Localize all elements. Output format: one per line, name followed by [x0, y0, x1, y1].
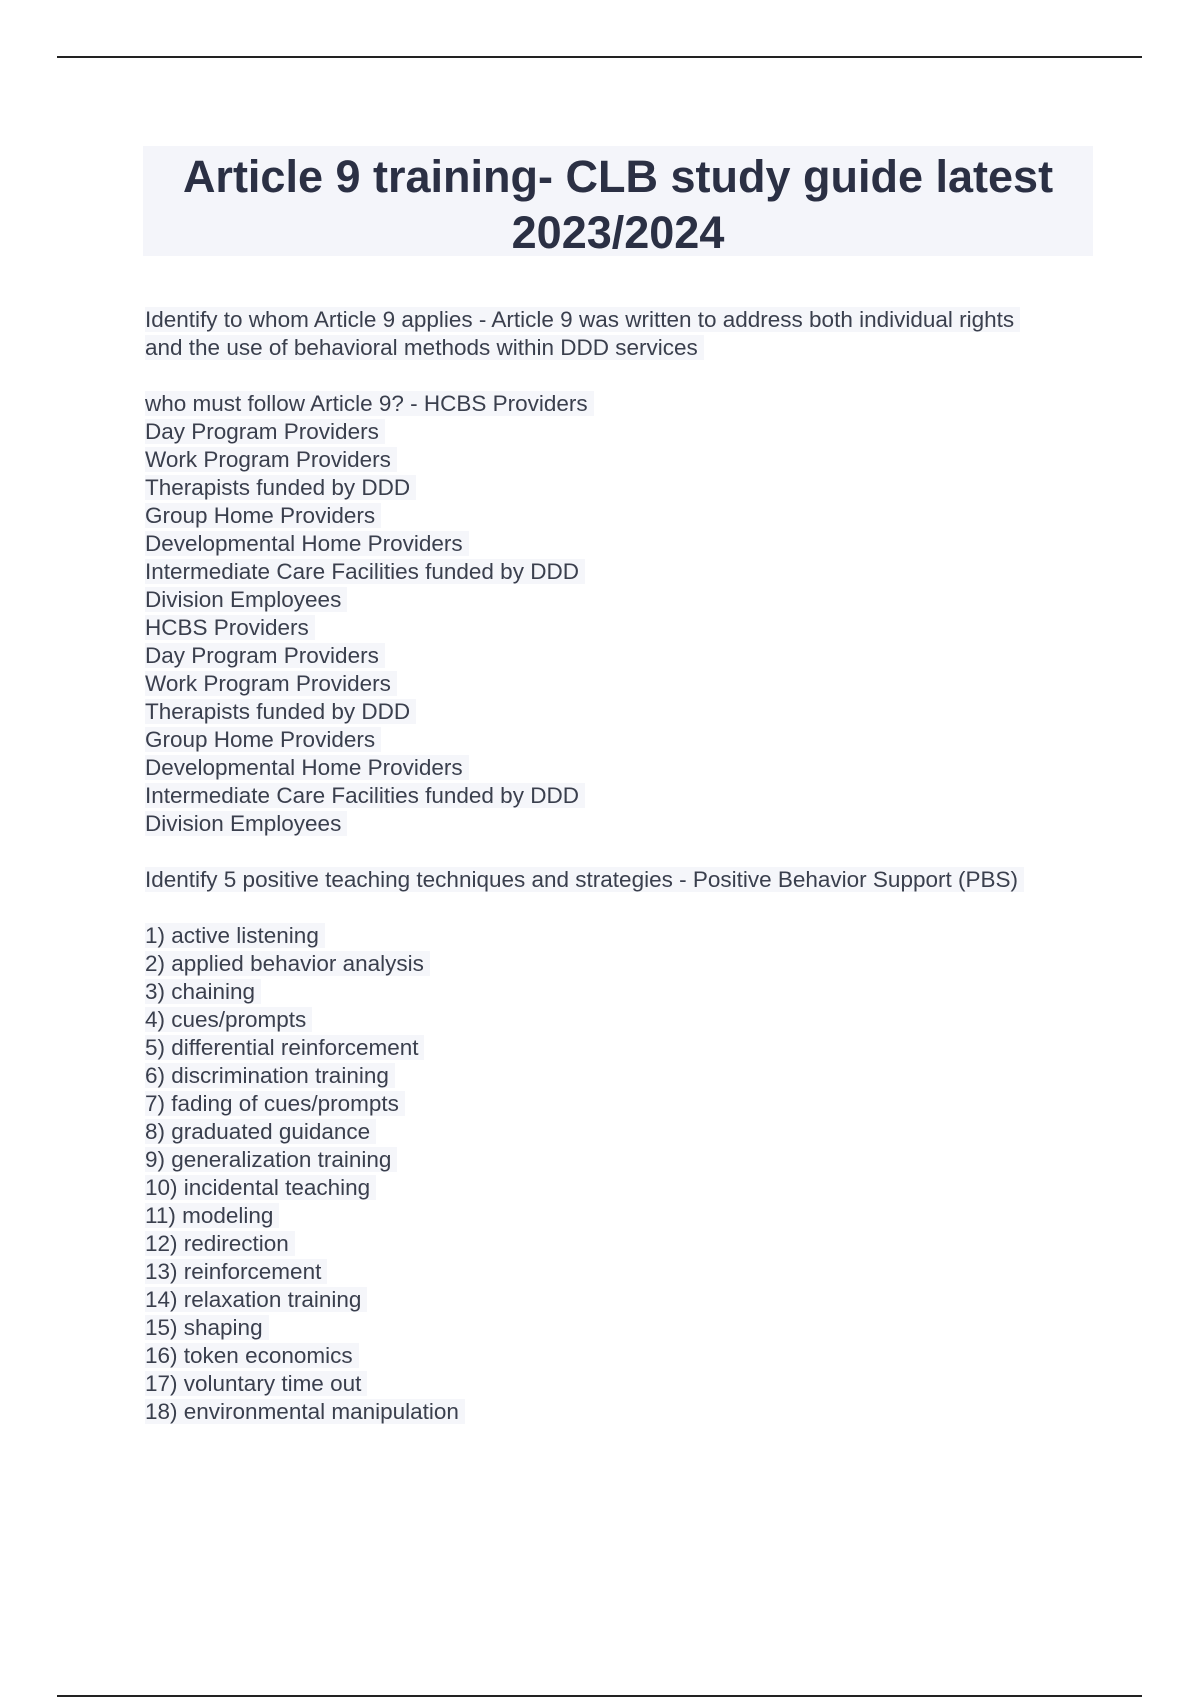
list-item: 4) cues/prompts [145, 1007, 312, 1032]
qa-teaching-techniques [145, 866, 1095, 1426]
list-item: 16) token economics [145, 1343, 359, 1368]
list-item: 2) applied behavior analysis [145, 951, 430, 976]
list-item: 6) discrimination training [145, 1063, 395, 1088]
list-item: Group Home Providers [145, 503, 381, 528]
list-item: 9) generalization training [145, 1147, 397, 1172]
list-item: 8) graduated guidance [145, 1119, 376, 1144]
list-item: Work Program Providers [145, 447, 397, 472]
list-item: 12) redirection [145, 1231, 295, 1256]
list-item: Work Program Providers [145, 671, 397, 696]
list-item: 5) differential reinforcement [145, 1035, 424, 1060]
list-item: Day Program Providers [145, 643, 385, 668]
title-block [143, 146, 1093, 256]
list-item: Group Home Providers [145, 727, 381, 752]
list-item: Day Program Providers [145, 419, 385, 444]
list-item: 15) shaping [145, 1315, 269, 1340]
list-item: 18) environmental manipulation [145, 1399, 465, 1424]
title-line-1: Article 9 training- CLB study guide latest [182, 151, 1054, 202]
list-item: Division Employees [145, 587, 347, 612]
list-item: Therapists funded by DDD [145, 475, 416, 500]
list-item: 1) active listening [145, 923, 325, 948]
title-line-2: 2023/2024 [511, 207, 725, 258]
list-item: Developmental Home Providers [145, 755, 469, 780]
list-item: Intermediate Care Facilities funded by DDD [145, 559, 585, 584]
list-item: 7) fading of cues/prompts [145, 1091, 405, 1116]
bottom-rule [57, 1695, 1142, 1697]
qa-techniques-question: Identify 5 positive teaching techniques and strategies - Positive Behavior Support (PBS) [145, 867, 1024, 892]
qa-applies [145, 306, 1095, 362]
qa-who-question: who must follow Article 9? - HCBS Providers [145, 391, 594, 416]
document-title [143, 146, 1093, 261]
list-item: 3) chaining [145, 979, 261, 1004]
qa-who-must-follow [145, 390, 1095, 838]
list-item: HCBS Providers [145, 615, 315, 640]
qa-applies-line-1: Identify to whom Article 9 applies - Article 9 was written to address both individual rights [145, 307, 1020, 332]
list-item: 13) reinforcement [145, 1259, 327, 1284]
top-rule [57, 56, 1142, 58]
list-item: Developmental Home Providers [145, 531, 469, 556]
qa-applies-line-2: and the use of behavioral methods within DDD services [145, 335, 704, 360]
list-item: 14) relaxation training [145, 1287, 367, 1312]
list-item: Therapists funded by DDD [145, 699, 416, 724]
list-item: 11) modeling [145, 1203, 279, 1228]
list-item: 10) incidental teaching [145, 1175, 376, 1200]
list-item: 17) voluntary time out [145, 1371, 367, 1396]
document-body [145, 306, 1095, 1426]
list-item: Intermediate Care Facilities funded by DDD [145, 783, 585, 808]
list-item: Division Employees [145, 811, 347, 836]
